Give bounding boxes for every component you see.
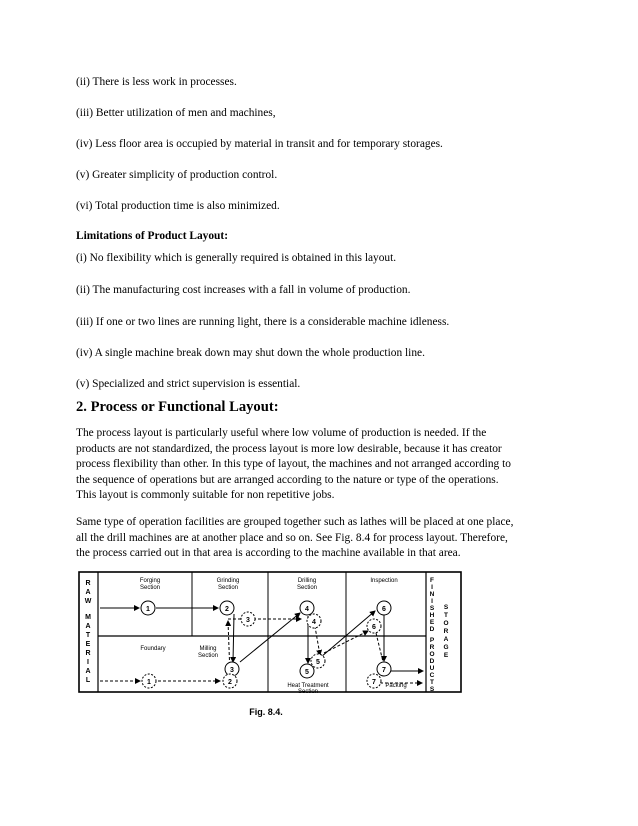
paragraph-line: all the drill machines are at another place and so on. See Fig. 8.4 for process layout. Therefore, — [76, 531, 508, 544]
svg-text:7: 7 — [382, 667, 386, 674]
inspection-label: Inspection — [370, 578, 398, 584]
svg-text:S: S — [443, 604, 449, 611]
svg-text:Section: Section — [297, 689, 319, 695]
svg-text:O: O — [429, 651, 435, 658]
svg-text:Section: Section — [296, 585, 318, 591]
svg-text:A: A — [443, 636, 449, 643]
svg-text:3: 3 — [246, 617, 250, 624]
svg-text:T: T — [430, 679, 434, 686]
svg-text:A: A — [85, 668, 91, 675]
svg-text:M: M — [85, 614, 91, 621]
list-item: (iv) Less floor area is occupied by material in transit and for temporary storages. — [76, 138, 443, 150]
svg-text:C: C — [429, 672, 435, 679]
milling-section-label: Milling — [199, 646, 217, 652]
svg-text:S: S — [429, 686, 435, 693]
svg-text:6: 6 — [382, 606, 386, 613]
section-heading: 2. Process or Functional Layout: — [76, 399, 279, 415]
svg-text:W: W — [84, 598, 92, 605]
grinding-section-label: Grinding — [216, 578, 240, 584]
forging-section-label: Forging — [139, 578, 161, 584]
svg-text:F: F — [430, 577, 434, 584]
svg-text:5: 5 — [305, 669, 309, 676]
list-item: (vi) Total production time is also minimized. — [76, 200, 280, 212]
paragraph-line: the sequence of operations but are arranged according to the nature or type of the operations. — [76, 473, 499, 486]
svg-text:E: E — [429, 619, 435, 626]
svg-text:6: 6 — [372, 624, 376, 631]
svg-text:H: H — [429, 612, 435, 619]
svg-text:R: R — [85, 580, 91, 587]
svg-text:T: T — [444, 612, 448, 619]
svg-text:4: 4 — [312, 619, 316, 626]
paragraph-grouping — [76, 515, 566, 562]
list-item: (i) No flexibility which is generally required is obtained in this layout. — [76, 252, 397, 264]
list-item: (ii) There is less work in processes. — [76, 76, 237, 88]
paragraph-line: This layout is commonly suitable for non repetitive jobs. — [76, 489, 335, 502]
list-item: (ii) The manufacturing cost increases with a fall in volume of production. — [76, 284, 411, 296]
process-layout-diagram — [78, 571, 464, 721]
figure-caption: Fig. 8.4. — [249, 707, 283, 717]
paragraph-process-layout — [76, 426, 566, 504]
svg-text:1: 1 — [146, 606, 150, 613]
paragraph-line: products are not standardized, the process layout is more low desirable, because it has creator — [76, 442, 502, 455]
svg-text:E: E — [443, 652, 449, 659]
finished-products-label — [429, 577, 434, 693]
list-item: (iii) Better utilization of men and machines, — [76, 107, 276, 119]
svg-text:T: T — [85, 632, 91, 639]
svg-text:I: I — [87, 659, 89, 666]
foundary-label: Foundary — [140, 646, 166, 652]
svg-text:5: 5 — [316, 659, 320, 666]
paragraph-line: The process layout is particularly useful where low volume of production is needed. If the — [76, 427, 487, 439]
list-item: (iv) A single machine break down may shut down the whole production line. — [76, 347, 425, 359]
drilling-section-label: Drilling — [297, 578, 317, 584]
svg-text:N: N — [429, 591, 435, 598]
list-item: (v) Specialized and strict supervision is essential. — [76, 378, 301, 390]
svg-text:A: A — [85, 589, 91, 596]
svg-text:3: 3 — [230, 667, 234, 674]
paragraph-line: process flexibility than other. In this type of layout, the machines and not arranged according to — [76, 458, 511, 471]
svg-text:U: U — [429, 665, 435, 672]
raw-material-label — [85, 580, 92, 684]
paragraph-line: the process carried out in that area is according to the machine available in that area. — [76, 547, 461, 560]
svg-text:Section: Section — [139, 585, 161, 591]
node-numbers — [146, 606, 386, 686]
svg-text:D: D — [429, 626, 435, 633]
packing-label: Packing — [385, 683, 407, 689]
limitations-heading: Limitations of Product Layout: — [76, 230, 228, 242]
svg-text:Section: Section — [217, 585, 239, 591]
svg-text:E: E — [85, 641, 91, 648]
svg-text:O: O — [443, 620, 449, 627]
diagram-frame — [79, 572, 461, 692]
heat-treatment-label: Heat Treatment — [287, 683, 329, 689]
svg-text:R: R — [429, 644, 435, 651]
svg-text:7: 7 — [372, 679, 376, 686]
list-item: (iii) If one or two lines are running light, there is a considerable machine idleness. — [76, 316, 450, 328]
svg-text:G: G — [443, 644, 449, 651]
svg-text:I: I — [431, 584, 433, 591]
storage-label — [443, 604, 448, 659]
list-item: (v) Greater simplicity of production control. — [76, 169, 278, 181]
svg-text:S: S — [429, 605, 435, 612]
svg-text:R: R — [85, 650, 91, 657]
svg-text:R: R — [443, 628, 449, 635]
svg-text:Section: Section — [197, 653, 219, 659]
svg-text:2: 2 — [225, 606, 229, 613]
svg-text:2: 2 — [228, 679, 232, 686]
svg-text:L: L — [85, 677, 91, 684]
paragraph-line: Same type of operation facilities are grouped together such as lathes will be placed at one place, — [76, 516, 514, 528]
svg-text:A: A — [85, 623, 91, 630]
svg-text:I: I — [431, 598, 433, 605]
svg-text:D: D — [429, 658, 435, 665]
svg-text:P: P — [429, 637, 435, 644]
svg-text:4: 4 — [305, 606, 309, 613]
svg-text:1: 1 — [147, 679, 151, 686]
